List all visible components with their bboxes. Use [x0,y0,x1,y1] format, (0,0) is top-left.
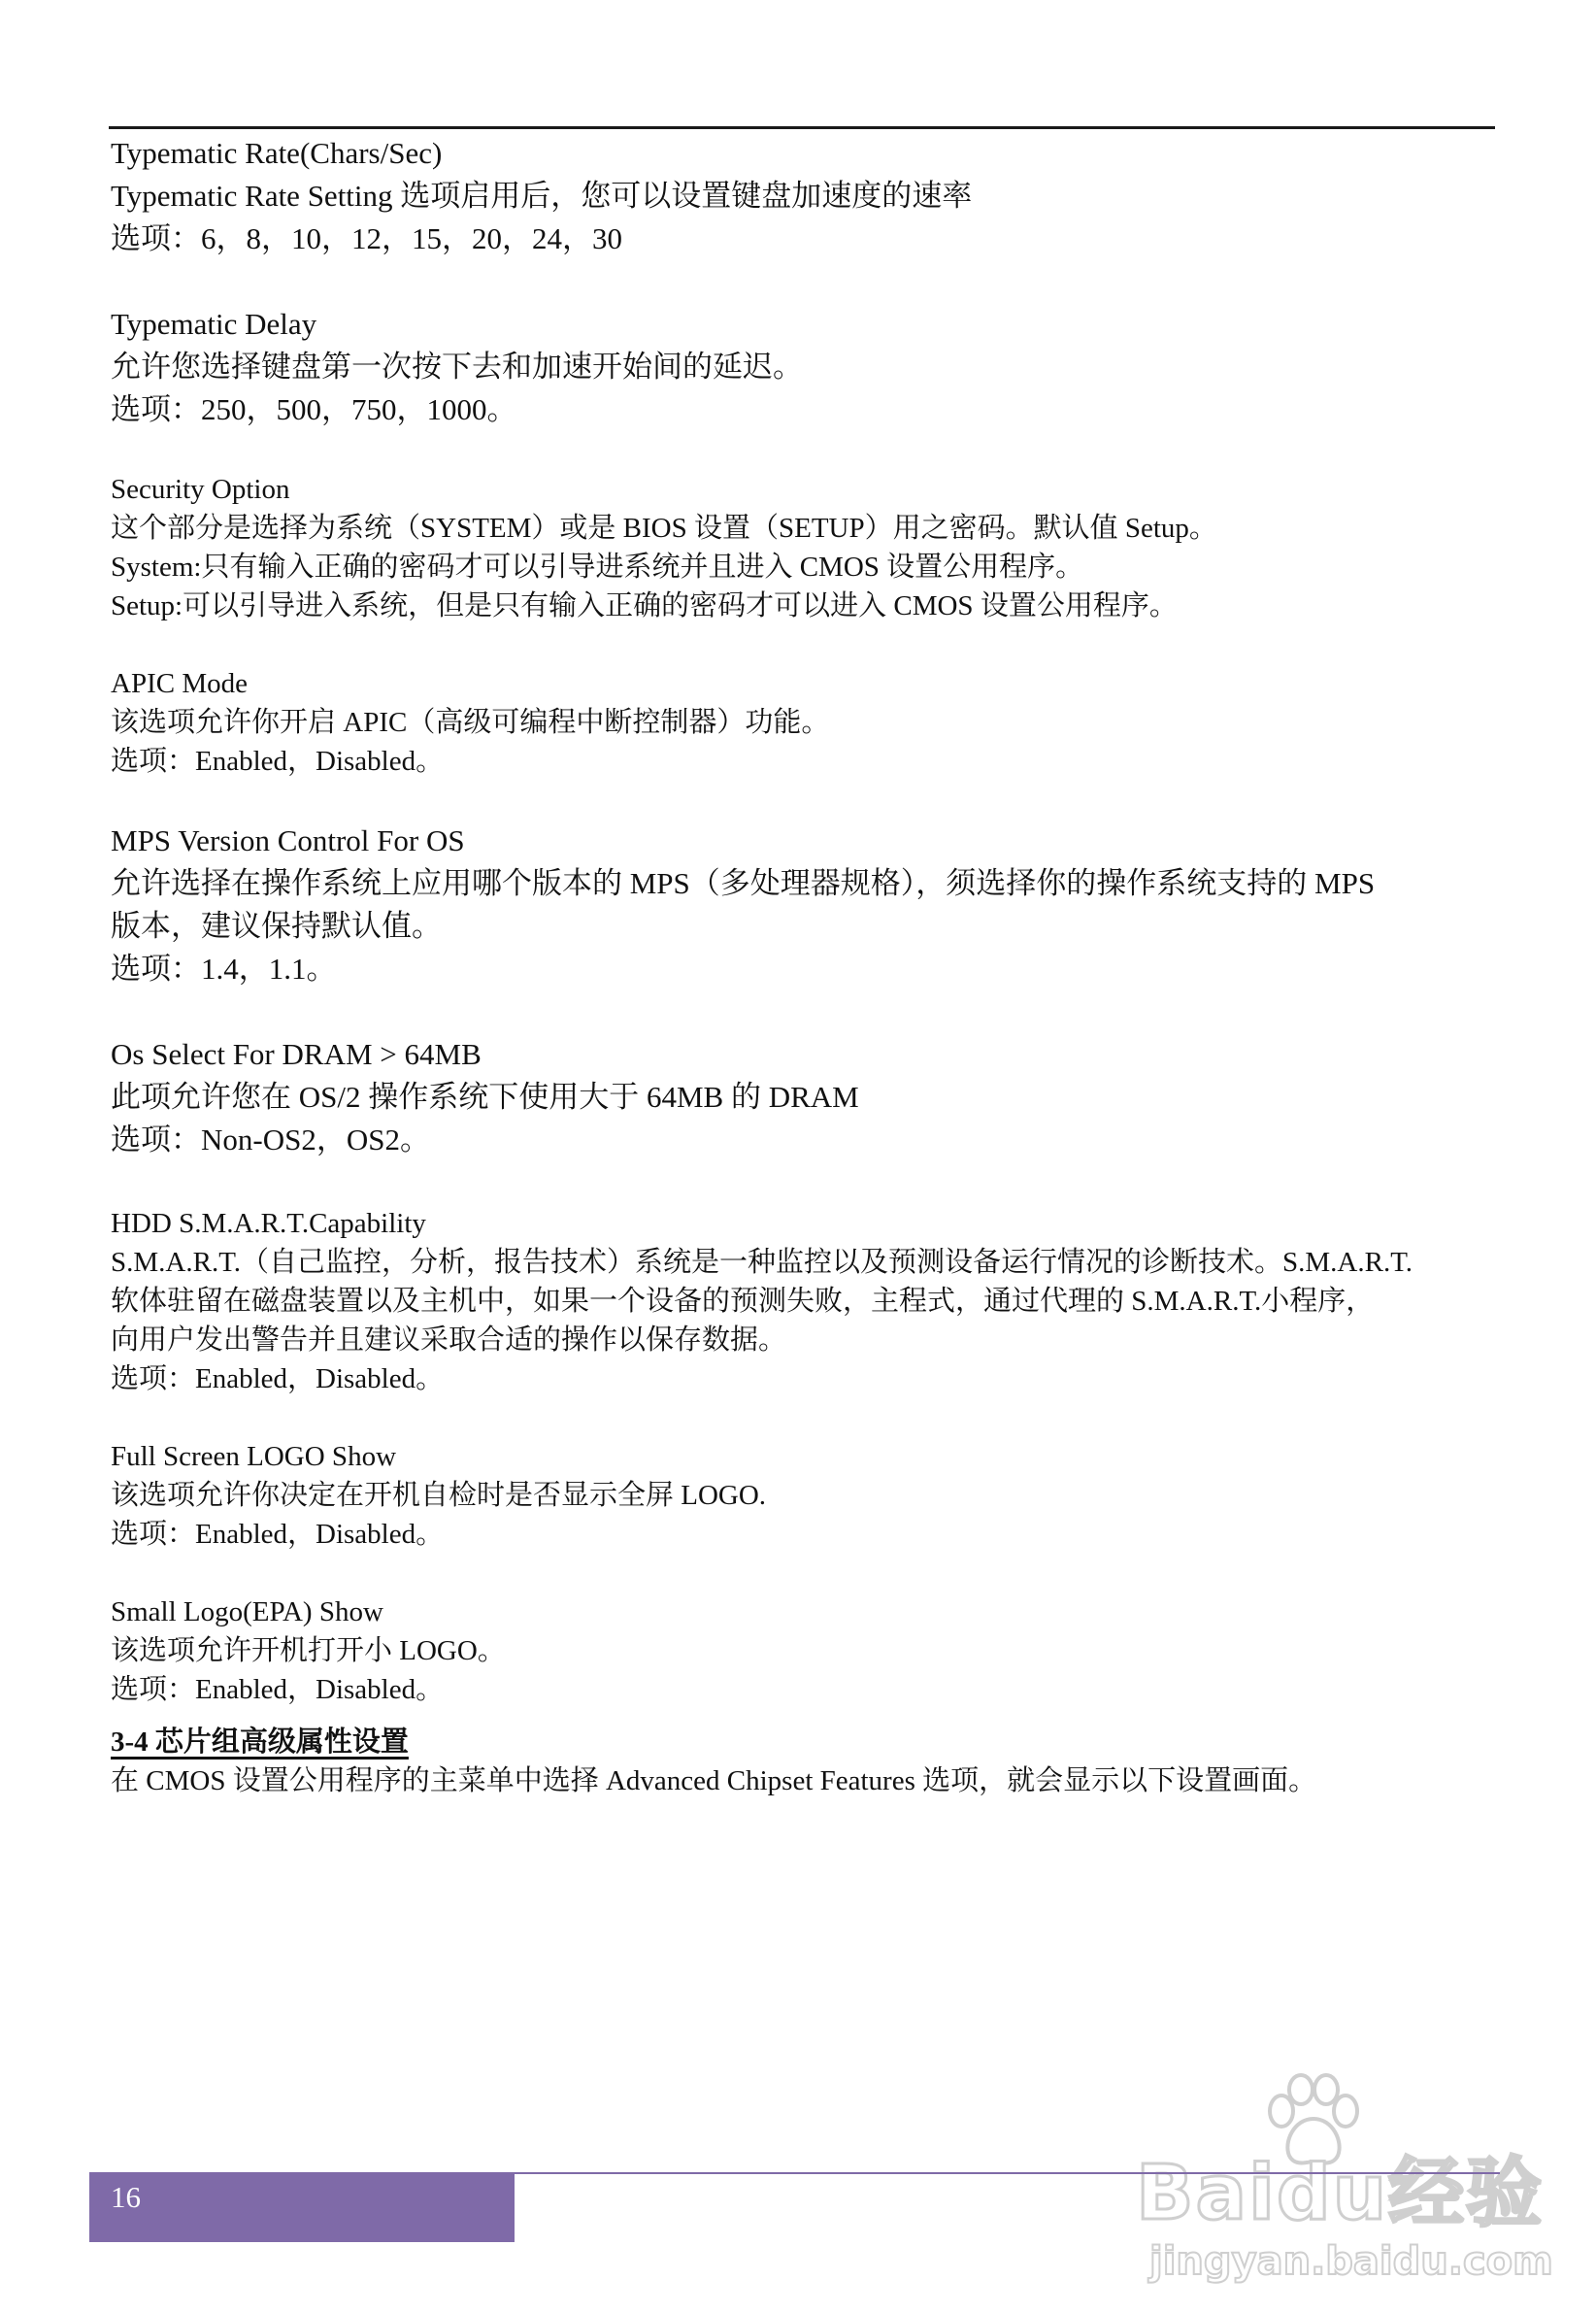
section-typematic-rate [111,132,1499,260]
section-line: Typematic Rate Setting 选项启用后，您可以设置键盘加速度的速率 [111,179,973,213]
footer-rule [515,2172,1500,2174]
section-line: 该选项允许开机打开小 LOGO。 [111,1635,506,1666]
section-line: 选项：Enabled，Disabled。 [111,1674,445,1705]
section-line: 允许选择在操作系统上应用哪个版本的 MPS（多处理器规格），须选择你的操作系统支持的 MPS [111,866,1376,900]
page-number: 16 [111,2180,141,2214]
section-title: Full Screen LOGO Show [111,1441,397,1472]
section-apic-mode [111,664,1499,781]
section-line: 选项：Enabled，Disabled。 [111,1363,445,1394]
chapter-intro: 在 CMOS 设置公用程序的主菜单中选择 Advanced Chipset Features 选项，就会显示以下设置画面。 [111,1765,1317,1796]
baidu-watermark [1136,2068,1553,2301]
section-title: Os Select For DRAM > 64MB [111,1037,482,1071]
chapter-title: 3-4 芯片组高级属性设置 [111,1726,409,1758]
watermark-brand: Baidu经验 [1136,2150,1545,2237]
section-hdd-smart [111,1204,1499,1398]
section-title: HDD S.M.A.R.T.Capability [111,1208,426,1239]
section-line: 选项：250，500，750，1000。 [111,392,517,426]
section-os-select [111,1033,1499,1161]
section-line: 选项：6，8，10，12，15，20，24，30 [111,221,622,255]
section-line: 版本，建议保持默认值。 [111,909,442,943]
section-title: Small Logo(EPA) Show [111,1596,383,1627]
section-line: 选项：Enabled，Disabled。 [111,1519,445,1550]
watermark-url: jingyan.baidu.com [1149,2239,1553,2284]
section-line: 选项：Enabled，Disabled。 [111,746,445,777]
section-title: Typematic Delay [111,307,317,341]
document-body [111,132,1499,1800]
section-full-screen-logo [111,1437,1499,1554]
section-line: 此项允许您在 OS/2 操作系统下使用大于 64MB 的 DRAM [111,1080,859,1114]
section-mps-version [111,820,1499,990]
section-line: 允许您选择键盘第一次按下去和加速开始间的延迟。 [111,350,803,384]
section-typematic-delay [111,303,1499,431]
section-small-logo [111,1592,1499,1709]
footer-page-tab [89,2172,515,2242]
section-line: Setup:可以引导进入系统，但是只有输入正确的密码才可以进入 CMOS 设置公用程序。 [111,590,1178,621]
chapter-3-4 [111,1723,1499,1800]
header-rule [109,126,1495,129]
section-line: 向用户发出警告并且建议采取合适的操作以保存数据。 [111,1324,787,1356]
section-line: 该选项允许你决定在开机自检时是否显示全屏 LOGO. [111,1480,767,1511]
section-line: 选项：1.4，1.1。 [111,952,337,986]
section-line: System:只有输入正确的密码才可以引导进系统并且进入 CMOS 设置公用程序。 [111,552,1084,583]
section-line: 软体驻留在磁盘装置以及主机中，如果一个设备的预测失败，主程式，通过代理的 S.M.A.R.T.小程序， [111,1286,1375,1317]
section-title: APIC Mode [111,668,248,699]
section-line: S.M.A.R.T.（自己监控，分析，报告技术）系统是一种监控以及预测设备运行情况的诊断技术。S.M.A.R.T. [111,1247,1413,1278]
section-line: 这个部分是选择为系统（SYSTEM）或是 BIOS 设置（SETUP）用之密码。默认值 Setup。 [111,513,1217,544]
section-title: Security Option [111,474,290,505]
section-line: 该选项允许你开启 APIC（高级可编程中断控制器）功能。 [111,707,830,738]
section-line: 选项：Non-OS2，OS2。 [111,1123,430,1156]
section-security-option [111,470,1499,625]
section-title: Typematic Rate(Chars/Sec) [111,136,443,170]
section-title: MPS Version Control For OS [111,823,465,857]
